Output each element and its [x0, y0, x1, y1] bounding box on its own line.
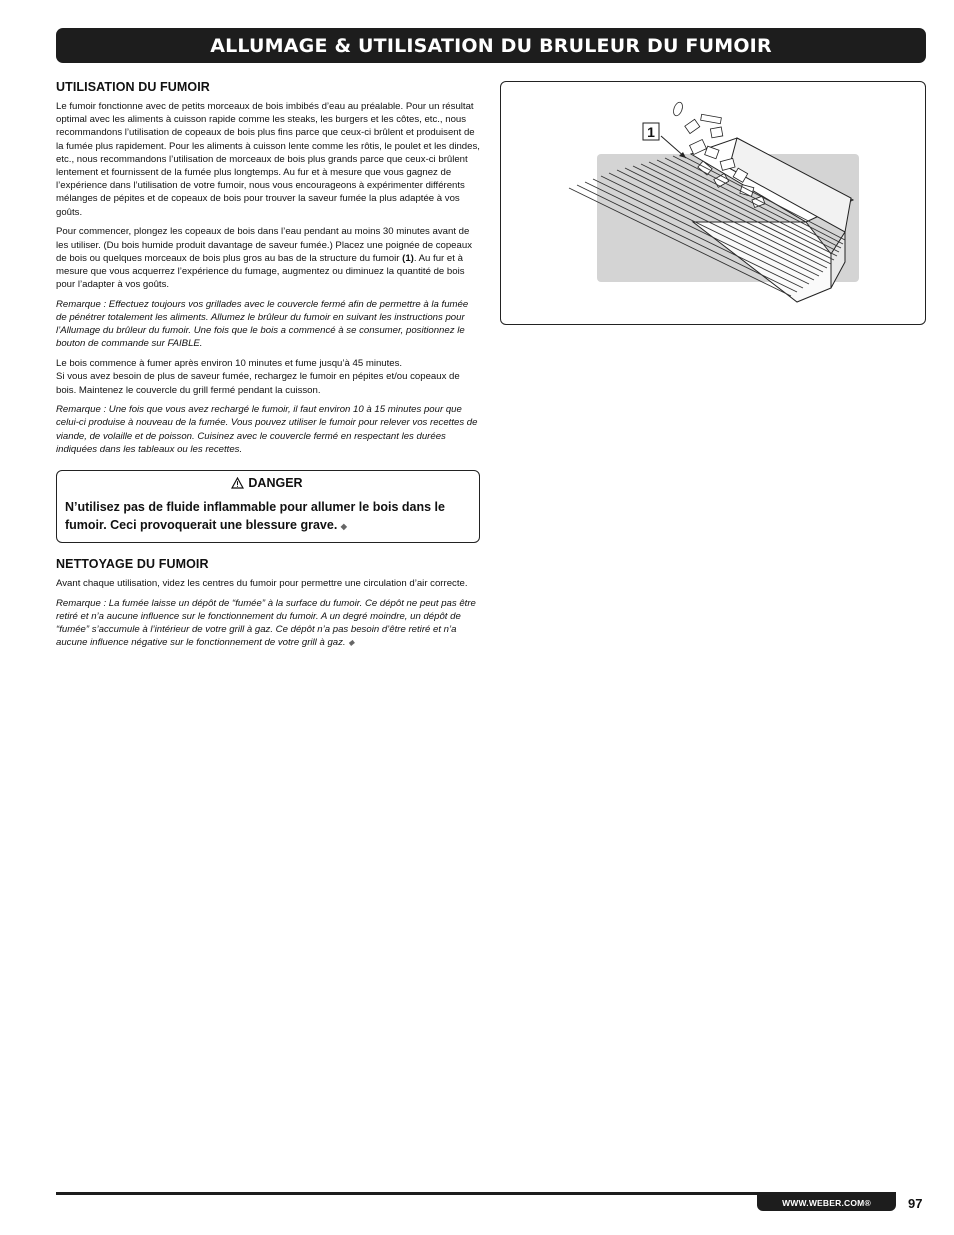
danger-title-text: DANGER: [248, 476, 303, 491]
usage-paragraph-2: [56, 225, 480, 291]
footer-url: WWW.WEBER.COM®: [757, 1195, 896, 1211]
usage-paragraph-3-line-2: Si vous avez besoin de plus de saveur fumée, rechargez le fumoir en pépites et/ou copeaux de bois. Maintenez le couvercle du grill fermé pendant la cuisson.: [56, 371, 460, 396]
danger-box: [56, 470, 480, 543]
main-column: [56, 80, 480, 656]
page-banner: [56, 28, 926, 63]
danger-message: [65, 498, 469, 536]
cleaning-note-text: Remarque : La fumée laisse un dépôt de “fumée” à la surface du fumoir. Ce dépôt ne peut pas être retiré et n’a aucune influence sur le fonctionnement du fumoir. A un degré moindre, un dépôt de “fumée” s’accumule à l’intérieur de votre grill à gaz. Ce dépôt n’a pas besoin d’être retiré et n’a aucune influence négative sur le fonctionnement de votre grill à gaz.: [56, 597, 476, 649]
section-heading-usage: UTILISATION DU FUMOIR: [56, 80, 210, 94]
cleaning-note: [56, 597, 480, 650]
usage-paragraph-3-line-1: Le bois commence à fumer après environ 10 minutes et fume jusqu’à 45 minutes.: [56, 358, 403, 370]
usage-paragraph-3: [56, 357, 480, 397]
warning-triangle-icon: [231, 477, 244, 489]
usage-note-1: Remarque : Effectuez toujours vos grillades avec le couvercle fermé afin de permettre à la fumée de pénétrer totalement les aliments. Allumez le brûleur du fumoir en suivant les instructions pour l’Allumage du brûleur du fumoir. Une fois que le bois a commencé à se consumer, positionnez le bouton de commande sur FAIBLE.: [56, 298, 469, 350]
usage-note-2: Remarque : Une fois que vous avez rechargé le fumoir, il faut environ 10 à 15 minutes pour que celui-ci produise à nouveau de la fumée. Vous pouvez utiliser le fumoir pour relever vos recettes de viande, de volaille et de poisson. Cuisinez avec le couvercle fermé en respectant les durées indiquées dans les tableaux ou les recettes.: [56, 404, 478, 455]
end-mark-icon: ◆: [348, 638, 355, 648]
page-title: ALLUMAGE & UTILISATION DU BRULEUR DU FUMOIR: [210, 34, 772, 57]
smoker-illustration: [500, 81, 926, 325]
callout-label: 1: [647, 124, 655, 140]
page-number: 97: [908, 1196, 923, 1211]
smoker-drawing: [501, 82, 925, 324]
danger-message-text: N’utilisez pas de fluide inflammable pour allumer le bois dans le fumoir. Ceci provoquerait une blessure grave.: [65, 500, 445, 533]
end-mark-icon: ◆: [340, 522, 347, 532]
danger-title: [65, 476, 469, 490]
callout-reference: (1): [402, 252, 414, 264]
usage-paragraph-1: Le fumoir fonctionne avec de petits morceaux de bois imbibés d’eau au préalable. Pour un résultat optimal avec les aliments à cuisson rapide comme les steaks, les burgers et les côtes, etc., nous recommandons l’utilisation de copeaux de bois plus fins parce que ceux-ci brûlent et produisent de la fumée plus rapidement. Pour les aliments à cuisson lente comme les rôtis, le poulet et les dindes, etc., nous recommandons l’utilisation de morceaux de bois plus grands parce que ceux-ci brûlent lentement et fournissent de la fumée plus longtemps. Au fur et à mesure que vous gagnez de l’expérience dans l’utilisation de votre fumoir, nous vous encourageons à expérimenter différents mélanges de pépites et de copeaux de bois pour trouver la saveur fumée la plus adaptée à vos goûts.: [56, 101, 480, 218]
usage-paragraph-2-end: . Au fur et à mesure que vous acquerrez l’expérience du fumage, augmentez ou diminuez la quantité de bois pour l’adapter à vos goûts.: [56, 252, 465, 291]
section-heading-cleaning: NETTOYAGE DU FUMOIR: [56, 557, 209, 572]
usage-paragraph-2-start: Pour commencer, plongez les copeaux de bois dans l’eau pendant au moins 30 minutes avant de les utiliser. (Du bois humide produit davantage de saveur fumée.) Placez une poignée de copeaux de bois ou quelques morceaux de bois plus gros au bas de la structure du fumoir: [56, 226, 472, 264]
callout-1: [643, 123, 686, 158]
cleaning-paragraph-1: Avant chaque utilisation, videz les centres du fumoir pour permettre une circulation d’air correcte.: [56, 578, 468, 590]
